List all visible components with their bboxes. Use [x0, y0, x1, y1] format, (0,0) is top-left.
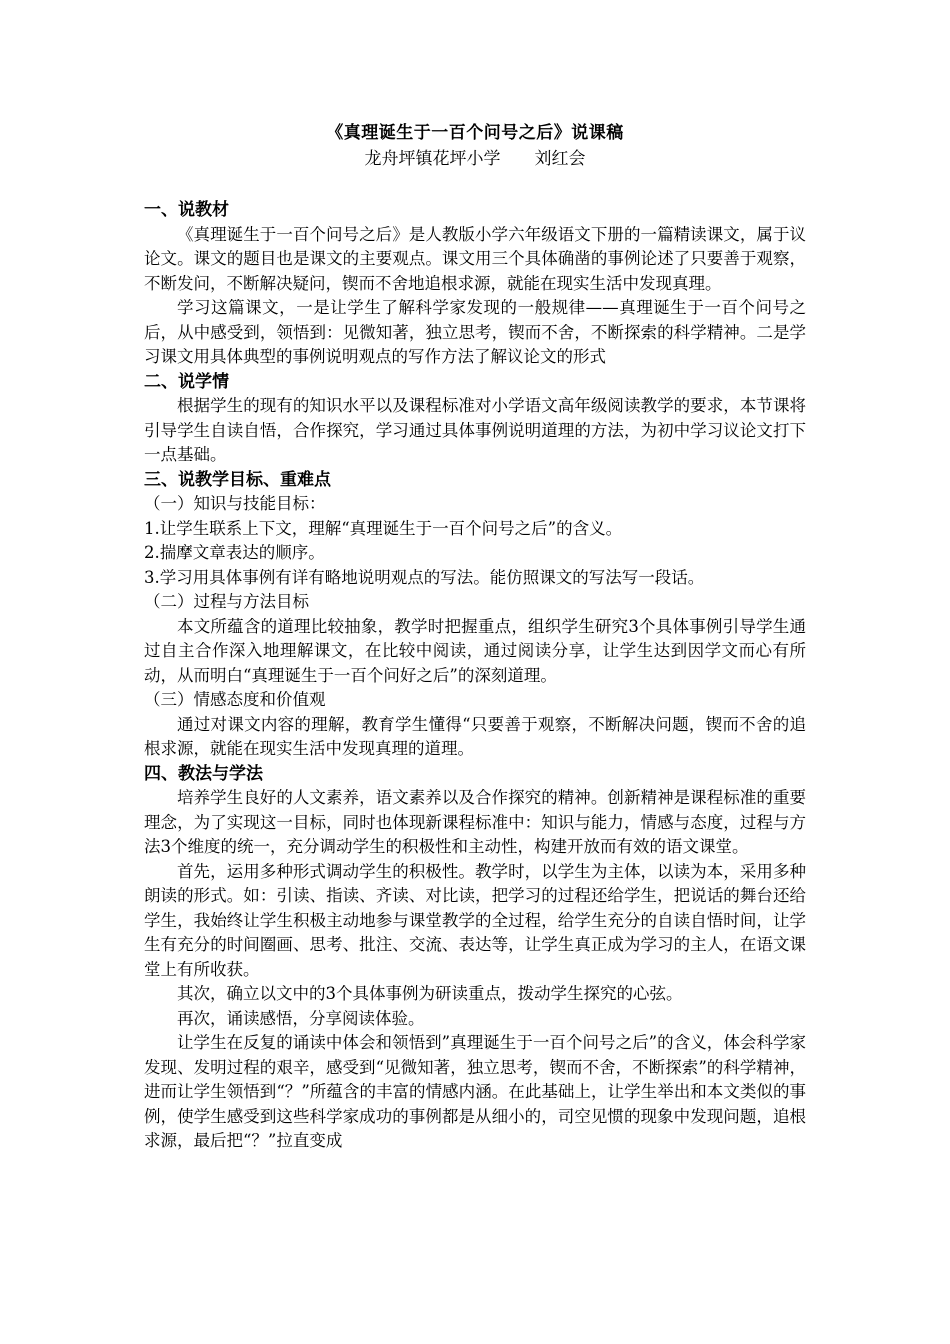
subheading: （一）知识与技能目标：	[144, 494, 326, 513]
paragraph: 学习这篇课文，一是让学生了解科学家发现的一般规律——真理诞生于一百个问号之后，从中感受到，领悟到：见微知著，独立思考，锲而不舍，不断探索的科学精神。二是学习课文用具体典型的事例说明观点的写作方法了解议论文的形式	[144, 298, 806, 366]
paragraph: 培养学生良好的人文素养，语文素养以及合作探究的精神。创新精神是课程标准的重要理念，为了实现这一目标，同时也体现新课程标准中：知识与能力，情感与态度，过程与方法3个维度的统一，充分调动学生的积极性和主动性，构建开放而有效的语文课堂。	[144, 788, 806, 856]
document-title: 《真理诞生于一百个问号之后》说课稿	[326, 123, 624, 143]
list-item: 3.学习用具体事例有详有略地说明观点的写法。能仿照课文的写法写一段话。	[144, 567, 705, 587]
author-byline	[144, 146, 806, 172]
section-heading-objectives: 三、说教学目标、重难点	[144, 469, 331, 490]
paragraph: 首先，运用多种形式调动学生的积极性。教学时，以学生为主体，以读为本，采用多种朗读的形式。如：引读、指读、齐读、对比读，把学习的过程还给学生，把说话的舞台还给学生，我始终让学生积极主动地参与课堂教学的全过程，给学生充分的自读自悟时间，让学生有充分的时间圈画、思考、批注、交流、表达等，让学生真正成为学习的主人，在语文课堂上有所收获。	[144, 861, 806, 979]
section-heading-textbook: 一、说教材	[144, 200, 229, 220]
subheading: （三）情感态度和价值观	[144, 690, 326, 709]
subheading: （二）过程与方法目标	[144, 592, 309, 611]
document-page	[144, 120, 806, 1154]
paragraph: 本文所蕴含的道理比较抽象，教学时把握重点，组织学生研究3个具体事例引导学生通过自主合作深入地理解课文，在比较中阅读，通过阅读分享，让学生达到因学文而心有所动，从而明白“真理诞生于一百个问好之后”的深刻道理。	[144, 616, 806, 685]
author-school: 龙舟坪镇花坪小学	[364, 149, 501, 169]
paragraph: 再次，诵读感悟，分享阅读体验。	[177, 1008, 425, 1028]
paragraph: 其次，确立以文中的3个具体事例为研读重点，拨动学生探究的心弦。	[177, 984, 683, 1003]
section-heading-students: 二、说学情	[144, 371, 229, 392]
section-heading-methods: 四、教法与学法	[144, 763, 263, 784]
paragraph: 根据学生的现有的知识水平以及课程标准对小学语文高年级阅读教学的要求，本节课将引导学生自读自悟，合作探究，学习通过具体事例说明道理的方法，为初中学习议论文打下一点基础。	[144, 396, 806, 464]
list-item: 1.让学生联系上下文，理解“真理诞生于一百个问号之后”的含义。	[144, 518, 623, 538]
paragraph: 《真理诞生于一百个问号之后》是人教版小学六年级语文下册的一篇精读课文，属于议论文。课文的题目也是课文的主要观点。课文用三个具体确凿的事例论述了只要善于观察，不断发问，不断解决疑问，锲而不舍地追根求源，就能在现实生活中发现真理。	[144, 224, 806, 293]
paragraph: 通过对课文内容的理解，教育学生懂得“只要善于观察，不断解决问题，锲而不舍的追根求源，就能在现实生活中发现真理的道理。	[144, 714, 806, 758]
author-name: 刘红会	[534, 149, 586, 169]
paragraph: 让学生在反复的诵读中体会和领悟到”真理诞生于一百个问号之后”的含义，体会科学家发现、发明过程的艰辛，感受到“见微知著，独立思考，锲而不舍，不断探索”的科学精神，进而让学生领悟到“？”所蕴含的丰富的情感内涵。在此基础上，让学生举出和本文类似的事例，使学生感受到这些科学家成功的事例都是从细小的，司空见惯的现象中发现问题，追根求源，最后把“？”拉直变成	[144, 1033, 806, 1150]
list-item: 2.揣摩文章表达的顺序。	[144, 543, 325, 562]
